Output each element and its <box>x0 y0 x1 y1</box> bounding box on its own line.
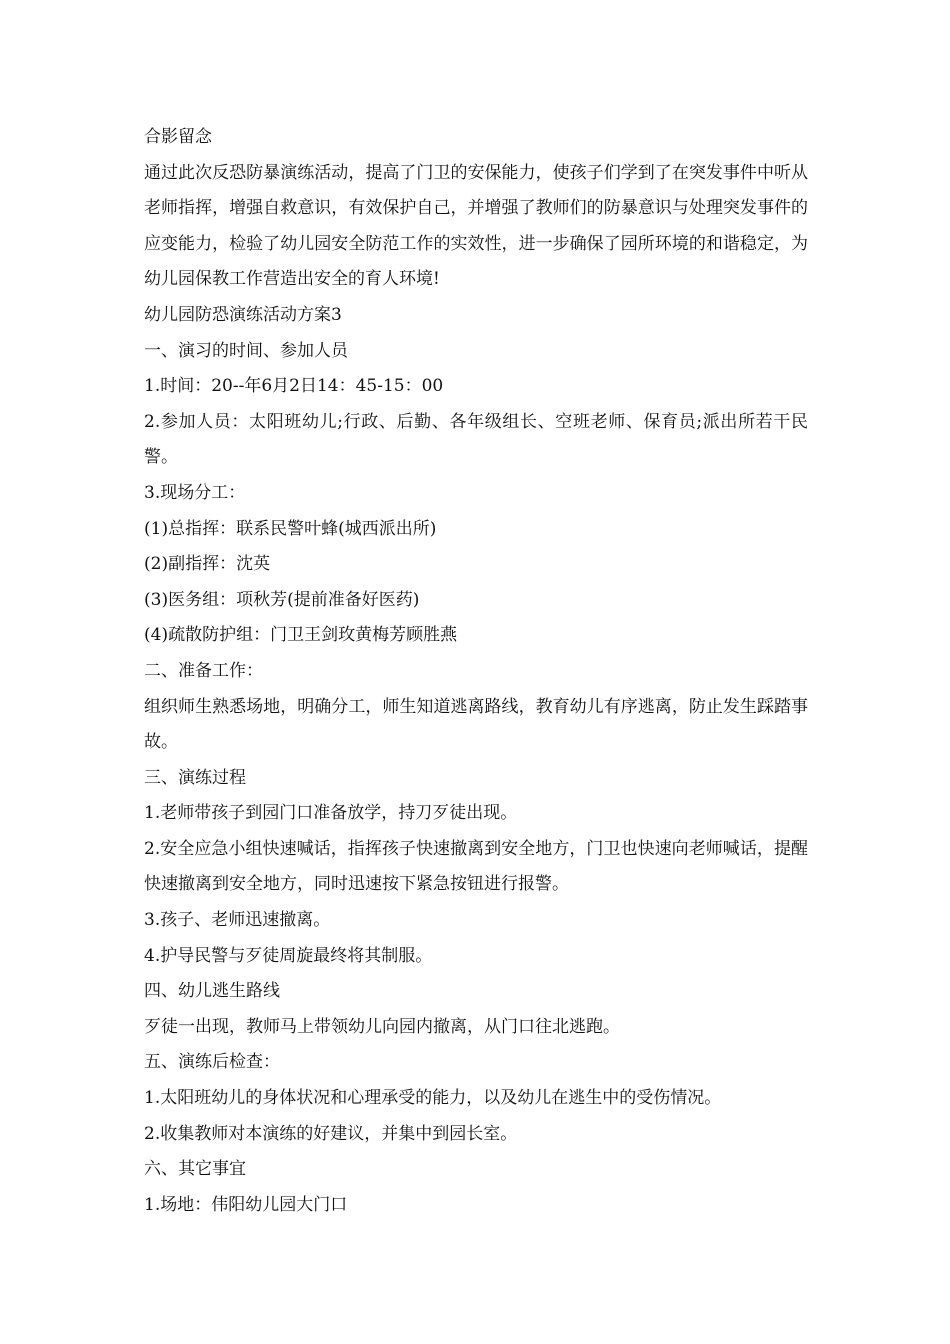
item-venue: 1.场地：伟阳幼儿园大门口 <box>144 1194 348 1215</box>
item-check-1: 1.太阳班幼儿的身体状况和心理承受的能力，以及幼儿在逃生中的受伤情况。 <box>144 1088 722 1109</box>
paragraph-escape-route: 歹徒一出现，教师马上带领幼儿向园内撤离，从门口往北逃跑。 <box>144 1016 620 1037</box>
heading-post-drill-check: 五、演练后检查： <box>144 1052 280 1073</box>
section-title: 幼儿园防恐演练活动方案3 <box>144 304 342 325</box>
heading-drill-process: 三、演练过程 <box>144 767 246 788</box>
paragraph-preparation: 组织师生熟悉场地，明确分工，师生知道逃离路线，教育幼儿有序逃离，防止发生踩踏事故。 <box>144 696 808 753</box>
item-time: 1.时间：20--年6月2日14：45-15：00 <box>144 376 444 397</box>
item-division: 3.现场分工： <box>144 482 246 503</box>
item-vice-commander: (2)副指挥：沈英 <box>144 554 271 575</box>
heading-time-participants: 一、演习的时间、参加人员 <box>144 340 348 361</box>
item-participants: 2.参加人员：太阳班幼儿;行政、后勤、各年级组长、空班老师、保育员;派出所若干民警。 <box>144 411 808 468</box>
item-evacuation-guard: (4)疏散防护组：门卫王剑玫黄梅芳顾胜燕 <box>144 625 458 646</box>
caption-photo: 合影留念 <box>144 127 212 147</box>
paragraph-summary: 通过此次反恐防暴演练活动，提高了门卫的安保能力，使孩子们学到了在突发事件中听从老师指挥，增强自救意识，有效保护自己，并增强了教师们的防暴意识与处理突发事件的应变能力，检验了幼儿园安全防范工作的实效性，进一步确保了园所环境的和谐稳定，为幼儿园保教工作营造出安全的育人环境! <box>144 162 808 290</box>
item-process-3: 3.孩子、老师迅速撤离。 <box>144 910 331 931</box>
item-commander: (1)总指挥：联系民警叶蜂(城西派出所) <box>144 518 437 539</box>
heading-preparation: 二、准备工作： <box>144 660 263 681</box>
heading-escape-route: 四、幼儿逃生路线 <box>144 981 280 1002</box>
item-process-2: 2.安全应急小组快速喊话，指挥孩子快速撤离到安全地方，门卫也快速向老师喊话，提醒快速撤离到安全地方，同时迅速按下紧急按钮进行报警。 <box>144 838 808 895</box>
document-page <box>144 120 808 1223</box>
item-medical: (3)医务组：项秋芳(提前准备好医药) <box>144 589 420 610</box>
item-check-2: 2.收集教师对本演练的好建议，并集中到园长室。 <box>144 1123 518 1144</box>
item-process-1: 1.老师带孩子到园门口准备放学，持刀歹徒出现。 <box>144 803 518 824</box>
heading-other-matters: 六、其它事宜 <box>144 1159 246 1180</box>
item-process-4: 4.护导民警与歹徒周旋最终将其制服。 <box>144 945 433 966</box>
